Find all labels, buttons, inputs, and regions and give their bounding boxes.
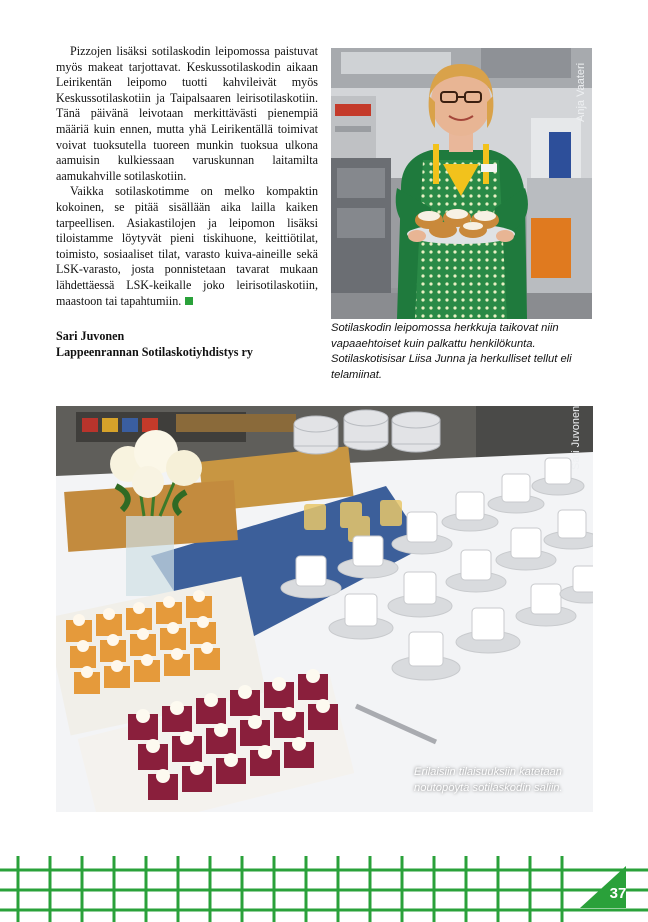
photo1-caption: Sotilaskodin leipomossa herkkuja taikovat niin vapaaehtoiset kuin palkattu henkilökunta. Sotilaskotisisar Liisa Junna ja herkulliset tellut eli telamiinat.: [331, 322, 572, 381]
photo2-credit: Sari Juvonen: [570, 406, 582, 470]
buffet-photo: [56, 406, 593, 812]
bakery-photo-illustration: [331, 48, 592, 319]
article-paragraph-1: Pizzojen lisäksi sotilaskodin leipomossa paistuvat myös makeat tarjottavat. Keskussotilaskodin aikaan Leirikentän leipomo tuotti kahvileivät myös Keskussotilaskotiin ja Taipalsaaren leirisotilaskotiin. Tänä päivänä leivotaan merkittävästi pienempiä määriä kuin ennen, mutta yhä Leirikentällä toimivat voivat tuoksutella tuoreen munkin tuoksua ulkona aamuisin kulkiessaan varuskunnan laitamilta aamukahville sotilaskotiin.: [56, 44, 318, 183]
author-name: Sari Juvonen: [56, 329, 125, 343]
author-signature: [56, 328, 318, 360]
photo2-caption: Erilaisiin tilaisuuksiin katetaan noutopöytä sotilaskodin saliin.: [414, 766, 563, 794]
end-of-article-square-icon: [185, 297, 193, 305]
buffet-photo-illustration: [56, 406, 593, 812]
bakery-photo: [331, 48, 592, 319]
article-paragraph-2-text: Vaikka sotilaskotimme on melko kompaktin kokoinen, se pitää sisällään aika lailla kaiken tarpeellisen. Asiakastilojen ja leipomon lisäksi tiloistamme löytyvät pieni tiskihuone, keittiötilat, toimisto, sosiaaliset tilat, varasto kuiva-aineille sekä LSK-varasto, josta ponnistetaan tavarat mukaan lähdettäessä LSK-keikalle joko leirisotilaskotiin, maastoon tai tapahtumiin.: [56, 184, 318, 308]
photo1-credit: Anja Vaateri: [575, 62, 587, 122]
author-organization: Lappeenrannan Sotilaskotiyhdistys ry: [56, 345, 253, 359]
article-paragraph-2: [56, 184, 318, 309]
article-body: [56, 44, 318, 309]
footer-grid-pattern: [0, 856, 648, 922]
page-number: 37: [609, 885, 627, 902]
